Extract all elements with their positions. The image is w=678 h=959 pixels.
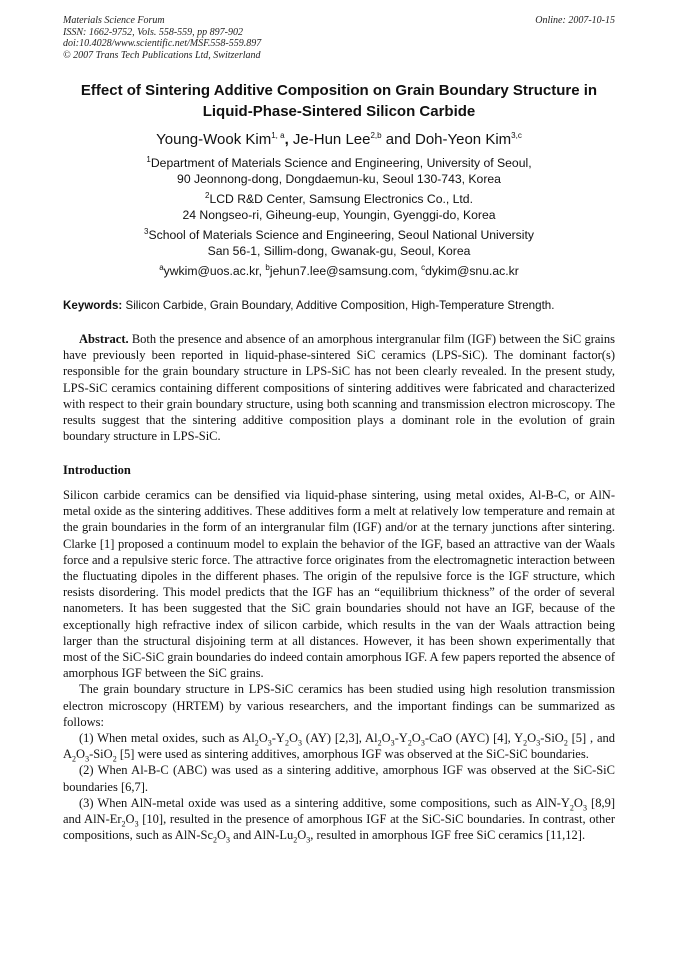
journal-name: Materials Science Forum [63, 15, 165, 26]
author-name: Doh-Yeon Kim [414, 131, 512, 148]
copyright-line: © 2007 Trans Tech Publications Ltd, Switzerland [63, 49, 261, 61]
abstract: Abstract. Both the presence and absence of an amorphous intergranular film (IGF) between the SiC grains have previously been reported in liquid-phase-sintered SiC ceramics (LPS-SiC). The dominant factor(s) responsible for the grain boundary structure in LPS-SiC has not been clearly revealed. In the present study, LPS-SiC ceramics containing different compositions of sintering additives were fabricated and characterized with respect to their grain boundary structure, using both scanning and transmission electron microscopy. The results suggest that the sintering additive composition plays a dominant role in the evolution of grain boundary structure in LPS-SiC. [63, 332, 615, 444]
abstract-label: Abstract. [79, 332, 129, 346]
keywords: Keywords: Silicon Carbide, Grain Boundary, Additive Composition, High-Temperature Strength. [63, 299, 555, 312]
list-item: (1) When metal oxides, such as $Al_2O_3-Y_2O_3$ (AY) [2,3], $Al_2O_3-Y_2O_3$-CaO (AYC) [4], $Y_2O_3-SiO_2$ [5] , and $A_2O_3-SiO_2$ [5] were used as sintering additives, amorphous IGF was observed at the SiC-SiC boundaries. [63, 731, 616, 764]
author-list: Young-Wook Kim$^{1, a}$, Je-Hun Lee$^{2,b}$ and Doh-Yeon Kim$^{3,c}$ [156, 131, 522, 148]
introduction-body [63, 487, 615, 843]
affiliation-3: $^3$School of Materials Science and Engineering, Seoul National University San 56-1, Sillim-dong, Gwanak-gu, Seoul, Korea [144, 226, 534, 258]
author-name: Young-Wook Kim [156, 131, 272, 148]
online-date: Online: 2007-10-15 [535, 15, 615, 26]
author-name: Je-Hun Lee [292, 131, 371, 148]
doi-line: doi:10.4028/www.scientific.net/MSF.558-559.897 [63, 38, 262, 49]
paper-title: Effect of Sintering Additive Composition on Grain Boundary Structure in Liquid-Phase-Sintered Silicon Carbide [80, 82, 598, 120]
email-link[interactable]: dykim@snu.ac.kr [425, 264, 519, 278]
keywords-label: Keywords: [63, 299, 123, 312]
affiliation-1: $^1$Department of Materials Science and Engineering, University of Seoul, 90 Jeonnong-dong, Dongdaemun-ku, Seoul 130-743, Korea [146, 154, 532, 186]
affiliation-2: $^2$LCD R&D Center, Samsung Electronics Co., Ltd. 24 Nongseo-ri, Giheung-eup, Youngin, Gyenggi-do, Korea [182, 190, 496, 222]
email-link[interactable]: ywkim@uos.ac.kr, [163, 264, 266, 278]
section-heading-introduction: Introduction [63, 463, 131, 477]
author-emails: $^a$ywkim@uos.ac.kr, $^b$jehun7.lee@samsung.com, $^c$dykim@snu.ac.kr [159, 262, 519, 278]
list-item: (3) When AlN-metal oxide was used as a sintering additive, some compositions, such as AlN-$Y_2O_3$ [8,9] and AlN-$Er_2O_3$ [10], resulted in the presence of amorphous IGF at the SiC-SiC boundaries. In contrast, other compositions, such as AlN-$Sc_2O_3$ and AlN-$Lu_2O_3$, resulted in amorphous IGF free SiC ceramics [11,12]. [63, 795, 615, 845]
list-item: (2) When Al-B-C (ABC) was used as a sintering additive, amorphous IGF was observed at the SiC-SiC boundaries [6,7]. [63, 763, 615, 794]
issn-line: ISSN: 1662-9752, Vols. 558-559, pp 897-902 [63, 26, 243, 38]
email-link[interactable]: jehun7.lee@samsung.com, [269, 264, 422, 278]
journal-header [63, 15, 615, 61]
paragraph: The grain boundary structure in LPS-SiC ceramics has been studied using high resolution transmission electron microscopy (HRTEM) by various researchers, and the important findings can be summarized as follows: [63, 682, 615, 729]
paragraph: Silicon carbide ceramics can be densified via liquid-phase sintering, using metal oxides, Al-B-C, or AlN-metal oxide as the sintering additives. These additives form a melt at relatively low temperature and remain at the grain boundaries in the form of an intergranular film (IGF) and/or at the ternary junctions after sintering. Clarke [1] proposed a continuum model to explain the behavior of the IGF, based an attractive van der Waals force and a repulsive steric force. The attractive force originates from the electromagnetic interaction between the fluctuating dipoles in the different phases. The origin of the repulsive force is the IGF structure, which resists disordering. This model predicts that the IGF has an “equilibrium thickness” of the order of several nanometers. It has been suggested that the SiC grain boundaries should not have an IGF, because of the exceptionally high refractive index of silicon carbide, which results in the van der Waals attraction being larger than the structural disjoining term at all distances. However, it has been shown experimentally that most of the SiC-SiC grain boundaries do indeed contain amorphous IGF. A few papers reported the absence of amorphous IGF between the SiC grains. [63, 488, 615, 681]
